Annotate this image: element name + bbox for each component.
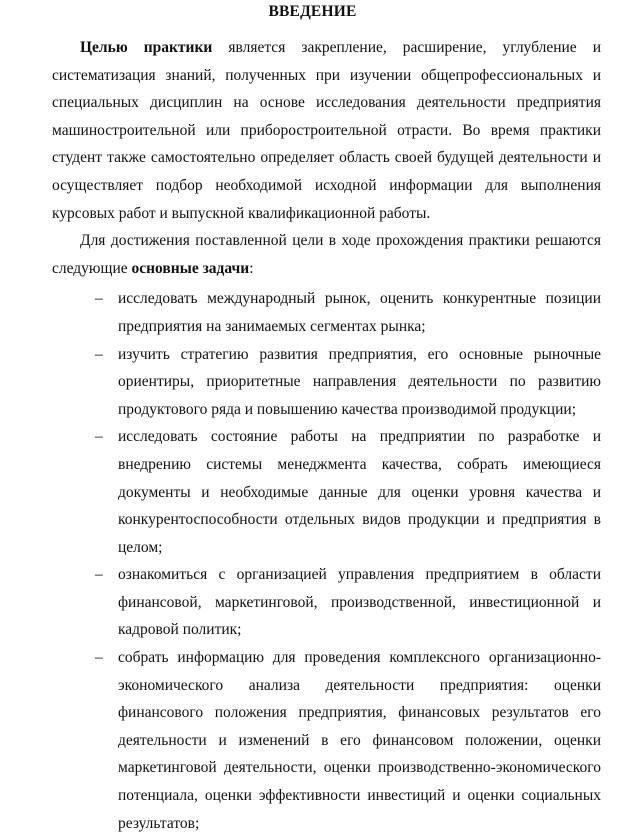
tasks-list <box>52 285 601 837</box>
list-item-text: исследовать состояние работы на предприятии по разработке и внедрению системы менеджмента качества, собрать имеющиеся документы и необходимые данные для оценки уровня качества и конкурентоспособности отдельных видов продукции и предприятия в целом; <box>118 428 601 556</box>
list-item <box>52 341 601 424</box>
list-dash: – <box>95 566 103 584</box>
list-dash: – <box>95 290 103 308</box>
list-dash: – <box>95 649 103 667</box>
list-item-text: исследовать международный рынок, оценить конкурентные позиции предприятия на занимаемых сегментах рынка; <box>118 290 601 335</box>
intro-paragraph <box>52 34 601 227</box>
list-item <box>52 561 601 644</box>
intro-text: является закрепление, расширение, углубление и систематизация знаний, полученных при изучении общепрофессиональных и специальных дисциплин на основе исследования деятельности предприятия машиностроительной или приборостроительной отрасти. Во время практики студент также самостоятельно определяет область своей будущей деятельности и осуществляет подбор необходимой исходной информации для выполнения курсовых работ и выпускной квалификационной работы. <box>52 39 602 222</box>
intro-bold-lead: Целью практики <box>80 39 213 56</box>
list-dash: – <box>95 428 103 446</box>
list-item <box>52 285 601 340</box>
tasks-intro-colon: : <box>249 259 254 277</box>
list-item <box>52 423 601 561</box>
list-dash: – <box>95 345 103 363</box>
tasks-intro-bold: основные задачи <box>131 259 250 277</box>
tasks-intro-text: Для достижения поставленной цели в ходе прохождения практики решаются следующие <box>52 232 601 277</box>
list-item-text: изучить стратегию развития предприятия, его основные рыночные ориентиры, приоритетные направления деятельности по развитию продуктового ряда и повышению качества производимой продукции; <box>118 345 601 418</box>
section-title: ВВЕДЕНИЕ <box>268 3 357 20</box>
list-item <box>52 644 601 837</box>
tasks-intro-paragraph <box>52 227 601 282</box>
list-item-text: ознакомиться с организацией управления предприятием в области финансовой, маркетинговой, производственной, инвестиционной и кадровой политик; <box>118 566 601 639</box>
list-item-text: собрать информацию для проведения комплексного организационно-экономического анализа деятельности предприятия: оценки финансового положения предприятия, финансовых результатов его деятельности и изменений в его финансовом положении, оценки маркетинговой деятельности, оценки производственно-экономического потенциала, оценки эффективности инвестиций и оценки социальных результатов; <box>118 649 601 832</box>
